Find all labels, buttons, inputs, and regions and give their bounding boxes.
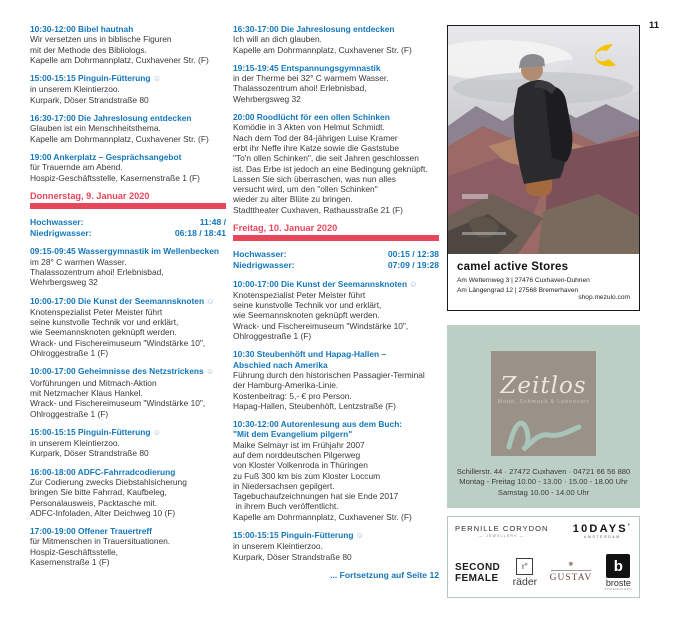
day-header-label: Donnerstag, 9. Januar 2020 xyxy=(30,190,150,201)
smiley-icon: ☺ xyxy=(205,367,215,377)
event-item xyxy=(233,349,439,411)
event-title-line: 15:00-15:15 Pinguin-Fütterung ☺ xyxy=(233,530,365,541)
day-header-bar xyxy=(233,235,439,241)
event-detail-line: wieder zu alter Blüte zu bringen. xyxy=(233,194,353,205)
event-detail-line: Führung durch den historischen Passagier-Terminal xyxy=(233,369,425,380)
pernille-corydon-logo: PERNILLE CORYDON — JEWELLERY — xyxy=(455,524,549,538)
zeitlos-hours-weekdays: Montag - Freitag 10.00 - 13.00 · 15.00 - 18.00 Uhr xyxy=(459,477,628,486)
camel-active-photo xyxy=(448,26,639,254)
event-detail-line: Kapelle am Dohrmannplatz, Cuxhavener Str. (F) xyxy=(233,511,412,522)
camel-shop-url: shop.mezulo.com xyxy=(578,294,630,301)
event-detail-line: Ohlroggestraße 1 (F) xyxy=(30,348,109,359)
event-detail-line: Kurpark, Döser Strandstraße 80 xyxy=(233,551,352,562)
event-detail-line: Zur Codierung zwecks Diebstahlsicherung xyxy=(30,476,187,487)
event-detail-line: Nach dem Tod der 84-jährigen Luise Kramer xyxy=(233,132,398,143)
event-detail-line: versucht wird, um den "ollen Schinken" xyxy=(233,184,378,195)
event-detail-line: Wrack- und Fischereimuseum "Windstärke 10", xyxy=(30,398,206,409)
raeder-logo: r° räder xyxy=(513,558,538,588)
event-detail-line: Komödie in 3 Akten von Helmut Schmidt. xyxy=(233,122,385,133)
event-item xyxy=(233,279,439,342)
event-title-line: 10:00-17:00 Geheimnisse des Netzstrickens ☺ xyxy=(30,366,215,377)
event-detail-line: bringen Sie bitte Fahrrad, Kaufbeleg, xyxy=(30,487,167,498)
event-detail-line: Kasernenstraße 1 (F) xyxy=(30,557,110,568)
camel-store-title: camel active Stores xyxy=(457,261,569,273)
smiley-icon: ☺ xyxy=(206,296,215,306)
tendays-logo: 10DAYS° AMSTERDAM xyxy=(572,523,632,539)
event-title-line: 15:00-15:15 Pinguin-Fütterung ☺ xyxy=(30,73,162,84)
event-detail-line: Wehrbergsweg 32 xyxy=(30,277,98,288)
event-detail-line: wie Seemannsknoten geknüpft werden. xyxy=(233,310,380,321)
event-detail-line: für Mitmenschen in Trauersituationen. xyxy=(30,536,171,547)
smiley-icon: ☺ xyxy=(355,531,365,541)
day-header-label: Freitag, 10. Januar 2020 xyxy=(233,223,338,234)
event-detail-line: ADFC-Infoladen, Alter Deichweg 10 (F) xyxy=(30,507,176,518)
event-title-line: 10:00-17:00 Die Kunst der Seemannsknoten ☺ xyxy=(30,295,215,306)
event-detail-line: "To'n ollen Schinken", die seit Jahren geschlossen xyxy=(233,153,419,164)
event-title-line: 10:00-17:00 Die Kunst der Seemannsknoten ☺ xyxy=(233,278,418,289)
event-detail-line: in unserem Kleintierzoo. xyxy=(233,541,323,552)
tide-value: 11:48 / xyxy=(199,217,226,228)
event-item xyxy=(30,24,226,65)
event-title-line: 19:00 Ankerplatz – Gesprächsangebot xyxy=(30,151,182,162)
event-item xyxy=(233,530,439,562)
event-title xyxy=(30,246,226,256)
tide-row xyxy=(30,217,226,228)
gustav-logo: ❋ GUSTAV xyxy=(549,562,593,583)
event-title xyxy=(30,366,226,377)
event-title xyxy=(30,427,226,438)
event-detail-line: Kostenbeitrag: 5,- € pro Person. xyxy=(233,390,352,401)
event-item xyxy=(30,366,226,418)
zeitlos-tagline: Mode, Schmuck & Lebensart xyxy=(497,399,590,405)
event-detail-line: im 28° C warmen Wasser. xyxy=(30,256,127,267)
advertisements-column xyxy=(447,25,640,598)
event-item xyxy=(30,427,226,459)
event-title-line: 16:30-17:00 Die Jahreslosung entdecken xyxy=(30,113,192,124)
event-detail-line: wie Seemannsknoten geknüpft werden. xyxy=(30,327,177,338)
fashion-brands-ad xyxy=(447,516,640,598)
event-title-line: 20:00 Roodlücht för een ollen Schinken xyxy=(233,112,390,123)
event-item xyxy=(30,526,226,567)
event-detail-line: Vorführungen und Mitmach-Aktion xyxy=(30,377,157,388)
event-detail-line: mit der Methode des Bibliologs. xyxy=(30,44,147,55)
smiley-icon: ☺ xyxy=(152,74,162,84)
tide-label: Hochwasser: xyxy=(233,249,287,260)
event-detail-line: Hospiz-Geschäftsstelle, Kasernenstraße 1 (F) xyxy=(30,172,200,183)
event-detail-line: Knotenspezialist Peter Meister führt xyxy=(233,289,366,300)
event-title xyxy=(30,113,226,123)
event-detail-line: von Kloster Volkenroda in Thüringen xyxy=(233,460,368,471)
day-header xyxy=(30,191,226,209)
day-header xyxy=(233,223,439,241)
zeitlos-hours-saturday: Samstag 10.00 - 14.00 Uhr xyxy=(497,487,590,497)
event-title xyxy=(30,73,226,84)
event-detail-line: in unserem Kleintierzoo. xyxy=(30,84,120,95)
event-title xyxy=(30,467,226,477)
event-title xyxy=(233,279,439,290)
event-title-line: 10:30-12:00 Bibel hautnah xyxy=(30,24,134,34)
event-title xyxy=(233,24,439,34)
event-title xyxy=(30,526,226,536)
camel-address-cuxhaven: Am Wetternweg 3 | 27476 Cuxhaven-Duhnen xyxy=(457,277,590,284)
event-title-line: 16:00-18:00 ADFC-Fahrradcodierung xyxy=(30,466,176,477)
event-detail-line: der Hamburg-Amerika-Linie. xyxy=(233,380,339,391)
event-title-line: 09:15-09:45 Wassergymnastik im Wellenbecken xyxy=(30,246,219,257)
event-detail-line: Thalassozentrum ahoi! Erlebnisbad, xyxy=(233,83,367,94)
tide-row xyxy=(233,249,439,260)
event-title-line: 10:30 Steubenhöft und Hapag-Hallen – xyxy=(233,349,387,360)
events-column-left xyxy=(30,24,226,575)
event-title xyxy=(30,296,226,307)
smiley-icon: ☺ xyxy=(152,427,162,437)
event-detail-line: Hapag-Hallen, Steubenhöft, Lentzstraße (F) xyxy=(233,400,396,411)
event-detail-line: Maike Selmayr ist im Frühjahr 2007 xyxy=(233,439,365,450)
event-detail-line: Lassen Sie sich überraschen, was nun alles xyxy=(233,173,396,184)
event-detail-line: Glauben ist ein Menschheitsthema. xyxy=(30,123,161,134)
event-detail-line: in ihrem Buch veröffentlicht. xyxy=(233,501,339,512)
event-detail-line: Thalassozentrum ahoi! Erlebnisbad, xyxy=(30,266,164,277)
event-item xyxy=(30,467,226,518)
event-detail-line: ist. Das Erbe ist jedoch an eine Bedingung geknüpft. xyxy=(233,163,428,174)
event-detail-line: Tagebuchaufzeichnungen hat sie Ende 2017 xyxy=(233,491,399,502)
smiley-icon: ☺ xyxy=(409,279,418,289)
event-title xyxy=(30,152,226,162)
event-item xyxy=(233,24,439,55)
event-detail-line: Ohlroggestraße 1 (F) xyxy=(233,331,312,342)
event-detail-line: Knotenspezialist Peter Meister führt xyxy=(30,306,163,317)
event-detail-line: Kapelle am Dohrmannplatz, Cuxhavener Str. (F) xyxy=(30,133,209,144)
event-title-line: 19:15-19:45 Entspannungsgymnastik xyxy=(233,62,381,73)
event-detail-line: Hospiz-Geschäftsstelle, xyxy=(30,546,118,557)
camel-active-caption xyxy=(448,254,639,310)
zeitlos-address: Schillerstr. 44 · 27472 Cuxhaven · 04721 66 56 880 xyxy=(456,466,631,476)
broste-logo: b broste COPENHAGEN xyxy=(605,554,632,591)
tide-value: 06:18 / 18:41 xyxy=(174,227,226,238)
event-detail-line: in unserem Kleintierzoo. xyxy=(30,438,120,449)
event-item xyxy=(233,419,439,522)
continuation-note: ... Fortsetzung auf Seite 12 xyxy=(330,569,439,580)
event-detail-line: Stadttheater Cuxhaven, Rathausstraße 21 (F) xyxy=(233,204,403,215)
event-title xyxy=(233,530,439,541)
tide-table xyxy=(233,249,439,270)
event-detail-line: Wrack- und Fischereimuseum "Windstärke 10", xyxy=(30,337,206,348)
event-detail-line: Wir versetzen uns in biblische Figuren xyxy=(30,34,172,45)
event-detail-line: Kurpark, Döser Strandstraße 80 xyxy=(30,94,149,105)
zeitlos-wave-icon xyxy=(501,411,587,451)
event-detail-line: erbt ihr Neffe ihre Katze sowie die Gaststube xyxy=(233,142,400,153)
event-detail-line: Personalausweis, Packtasche mit. xyxy=(30,497,158,508)
events-column-middle xyxy=(233,24,439,580)
event-detail-line: zu Fuß 300 km bis zum Kloster Loccum xyxy=(233,470,381,481)
event-detail-line: Kapelle am Dohrmannplatz, Cuxhavener Str. (F) xyxy=(30,54,209,65)
tide-row xyxy=(233,260,439,271)
event-item xyxy=(233,112,439,215)
zeitlos-ad xyxy=(447,325,640,508)
event-item xyxy=(30,246,226,287)
event-detail-line: Ich will an dich glauben. xyxy=(233,34,322,45)
event-item xyxy=(30,152,226,183)
tide-row xyxy=(30,228,226,239)
event-title-line: "Mit dem Evangelium pilgern" xyxy=(233,429,353,440)
tide-label: Niedrigwasser: xyxy=(30,227,92,238)
event-title-line: 16:30-17:00 Die Jahreslosung entdecken xyxy=(233,24,395,34)
event-detail-line: mit Netzmacher Klaus Hankel. xyxy=(30,387,143,398)
event-detail-line: Wrack- und Fischereimuseum "Windstärke 10", xyxy=(233,320,409,331)
event-detail-line: Kapelle am Dohrmannplatz, Cuxhavener Str. (F) xyxy=(233,44,412,55)
event-item xyxy=(233,63,439,104)
second-female-logo: SECOND FEMALE xyxy=(455,561,501,584)
tide-value: 07:09 / 19:28 xyxy=(387,259,439,270)
event-detail-line: Wehrbergsweg 32 xyxy=(233,93,301,104)
event-detail-line: in Niedersachsen gepilgert. xyxy=(233,480,335,491)
camel-active-ad xyxy=(447,25,640,311)
event-item xyxy=(30,113,226,144)
event-title xyxy=(233,349,439,370)
event-title xyxy=(233,63,439,73)
event-detail-line: seine kunstvolle Technik vor und erklärt, xyxy=(30,317,179,328)
zeitlos-brand-name: Zeitlos xyxy=(500,373,587,399)
day-header-bar xyxy=(30,203,226,209)
event-title-line: 17:00-19:00 Offener Trauertreff xyxy=(30,526,152,537)
event-detail-line: Kurpark, Döser Strandstraße 80 xyxy=(30,448,149,459)
event-title-line: 10:30-12:00 Autorenlesung aus dem Buch: xyxy=(233,419,403,430)
tide-label: Niedrigwasser: xyxy=(233,259,295,270)
page-number: 11 xyxy=(649,20,660,31)
event-title-line: 15:00-15:15 Pinguin-Fütterung ☺ xyxy=(30,426,162,437)
zeitlos-logo xyxy=(491,351,596,456)
event-detail-line: Ohlroggestraße 1 (F) xyxy=(30,408,109,419)
event-detail-line: seine kunstvolle Technik vor und erklärt, xyxy=(233,300,382,311)
event-item xyxy=(30,73,226,105)
event-item xyxy=(30,296,226,359)
tide-label: Hochwasser: xyxy=(30,217,84,228)
event-title xyxy=(30,24,226,34)
event-title-line: Abschied nach Amerika xyxy=(233,359,328,370)
event-title xyxy=(233,112,439,122)
event-detail-line: auf dem norddeutschen Pilgerweg xyxy=(233,449,361,460)
event-detail-line: für Trauernde am Abend. xyxy=(30,162,123,173)
event-title xyxy=(233,419,439,440)
tide-table xyxy=(30,217,226,238)
event-detail-line: in der Therme bei 32° C warmem Wasser. xyxy=(233,73,389,84)
tide-value: 00:15 / 12:38 xyxy=(387,249,439,260)
camel-address-bremerhaven: Am Längengrad 12 | 27568 Bremerhaven xyxy=(457,286,579,294)
